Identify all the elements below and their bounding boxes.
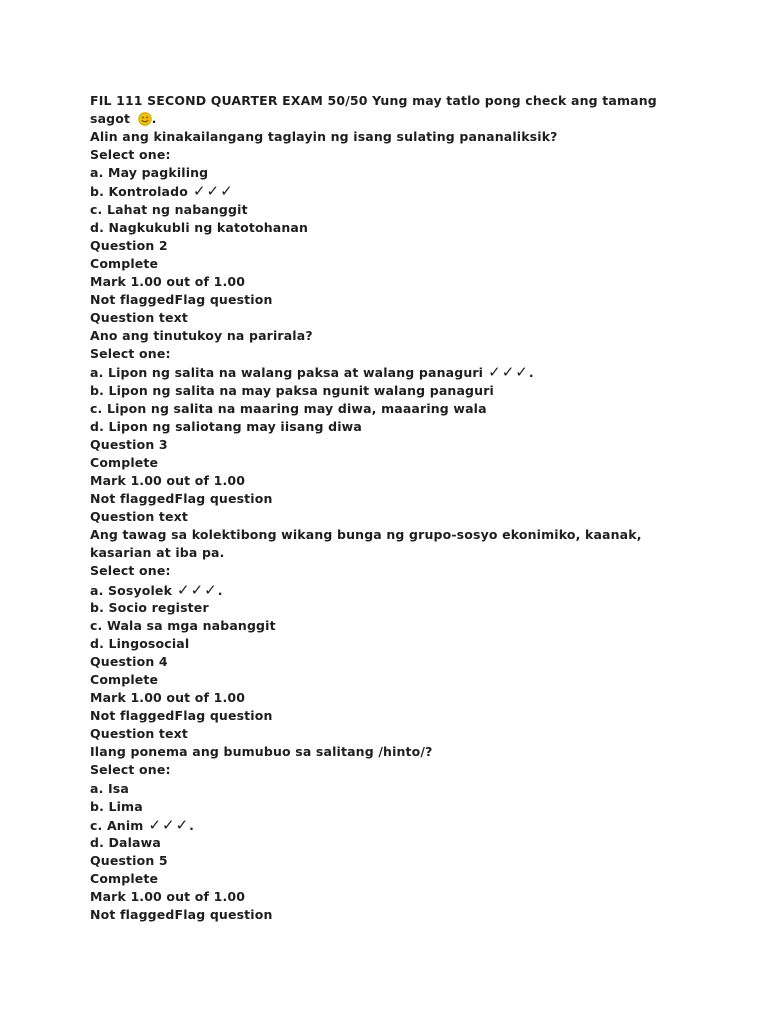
check-mark-icon: ✓✓✓ (488, 363, 529, 382)
question-4-select-label: Select one: (90, 762, 171, 778)
exam-title-period: . (151, 111, 157, 127)
question-3-mark: Mark 1.00 out of 1.00 (90, 472, 246, 488)
question-3-number: Question 3 (90, 436, 168, 452)
question-4-number: Question 4 (90, 653, 168, 669)
question-2-number: Question 2 (90, 237, 168, 253)
question-3-option-a (90, 581, 690, 599)
question-4-prompt: Ilang ponema ang bumubuo sa salitang /hinto/? (90, 744, 433, 760)
question-3-flag[interactable]: Not flaggedFlag question (90, 491, 273, 507)
exam-title-tail: sagot (90, 111, 131, 127)
question-4-option-a: a. Isa (90, 780, 129, 796)
question-1-option-b-text: b. Kontrolado (90, 184, 188, 200)
check-mark-icon: ✓✓✓ (177, 580, 218, 599)
question-5-mark: Mark 1.00 out of 1.00 (90, 889, 246, 905)
question-4-option-b: b. Lima (90, 798, 143, 814)
question-4-flag[interactable]: Not flaggedFlag question (90, 708, 273, 724)
question-2-select-label: Select one: (90, 346, 171, 362)
question-3-option-c: c. Wala sa mga nabanggit (90, 617, 276, 633)
question-5-status: Complete (90, 871, 159, 887)
question-1-option-d: d. Nagkukubli ng katotohanan (90, 219, 309, 235)
question-4-text-label: Question text (90, 726, 188, 742)
question-2-status: Complete (90, 255, 159, 271)
question-3-prompt-continued: kasarian at iba pa. (90, 545, 225, 561)
question-4-status: Complete (90, 672, 159, 687)
question-3-option-d: d. Lingosocial (90, 635, 190, 651)
question-2-mark: Mark 1.00 out of 1.00 (90, 273, 246, 289)
question-1-select-label: Select one: (90, 147, 171, 163)
question-2-flag[interactable]: Not flaggedFlag question (90, 292, 273, 308)
exam-title: FIL 111 SECOND QUARTER EXAM 50/50 Yung may tatlo pong check ang tamang (90, 93, 657, 108)
question-3-option-b: b. Socio register (90, 599, 209, 615)
question-5-flag[interactable]: Not flaggedFlag question (90, 907, 273, 923)
question-2-option-c: c. Lipon ng salita na maaring may diwa, maaaring wala (90, 400, 487, 416)
question-3-text-label: Question text (90, 509, 188, 525)
question-1-option-a: a. May pagkiling (90, 165, 209, 181)
question-1-prompt: Alin ang kinakailangang taglayin ng isang sulating pananaliksik? (90, 129, 558, 145)
check-mark-icon: ✓✓✓ (148, 815, 190, 834)
question-3-option-a-text: a. Sosyolek (90, 582, 173, 598)
question-3-status: Complete (90, 454, 159, 470)
question-3-select-label: Select one: (90, 563, 171, 579)
question-1-option-b (90, 182, 690, 200)
question-4-option-c (90, 816, 690, 834)
check-suffix: . (217, 582, 223, 598)
check-suffix: . (189, 817, 195, 833)
question-2-option-a-text: a. Lipon ng salita na walang paksa at walang panaguri (90, 365, 484, 381)
question-4-option-d: d. Dalawa (90, 834, 161, 850)
check-suffix: . (528, 365, 534, 381)
question-2-prompt: Ano ang tinutukoy na parirala? (90, 328, 313, 344)
smiley-face-icon (138, 112, 152, 126)
question-2-option-b: b. Lipon ng salita na may paksa ngunit walang panaguri (90, 382, 494, 398)
question-4-mark: Mark 1.00 out of 1.00 (90, 690, 246, 706)
question-4-option-c-text: c. Anim (90, 817, 144, 833)
question-2-option-a (90, 363, 690, 381)
exam-title-continued (90, 110, 690, 128)
question-2-text-label: Question text (90, 310, 188, 326)
question-5-number: Question 5 (90, 852, 168, 868)
question-3-prompt: Ang tawag sa kolektibong wikang bunga ng grupo-sosyo ekonimiko, kaanak, (90, 527, 642, 543)
question-2-option-d: d. Lipon ng saliotang may iisang diwa (90, 418, 362, 434)
check-mark-icon: ✓✓✓ (192, 182, 234, 201)
question-1-option-c: c. Lahat ng nabanggit (90, 201, 248, 217)
exam-document (90, 92, 690, 924)
